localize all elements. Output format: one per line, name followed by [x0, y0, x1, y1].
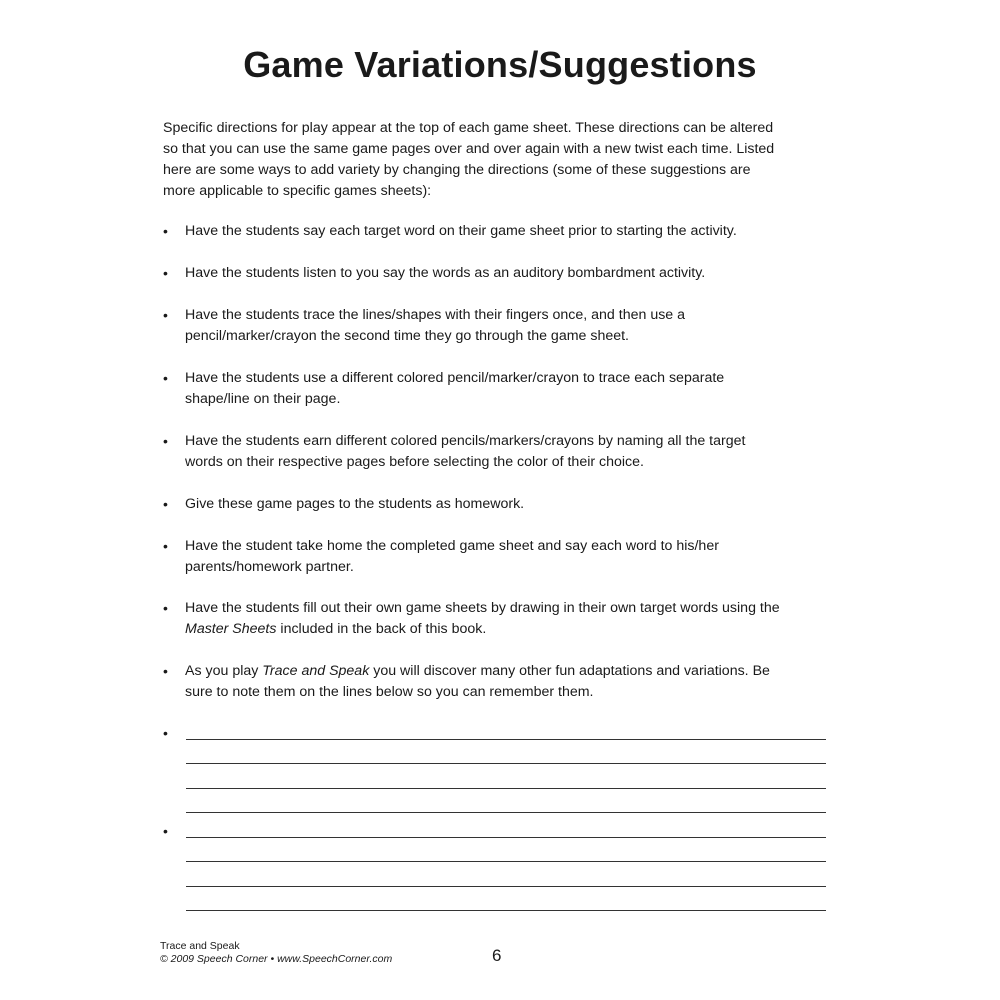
suggestion-text: Give these game pages to the students as homework.: [185, 496, 525, 512]
bullet-icon: •: [163, 433, 168, 449]
suggestion-text: Have the students earn different colored pencils/markers/crayons by naming all the target: [185, 433, 746, 449]
note-line: [186, 886, 826, 887]
intro-line: more applicable to specific games sheets):: [163, 183, 432, 199]
intro-line: Specific directions for play appear at the top of each game sheet. These directions can be altered: [163, 120, 774, 136]
note-line: [186, 788, 826, 789]
bullet-icon: •: [163, 307, 168, 323]
suggestion-text: parents/homework partner.: [185, 559, 354, 575]
bullet-icon: •: [163, 663, 168, 679]
note-line: [186, 837, 826, 838]
note-line: [186, 763, 826, 764]
bullet-icon: •: [163, 538, 168, 554]
suggestion-text: Have the students trace the lines/shapes with their fingers once, and then use a: [185, 307, 686, 323]
page-number: 6: [492, 946, 502, 965]
intro-line: so that you can use the same game pages over and over again with a new twist each time. Listed: [163, 141, 775, 157]
suggestion-text: sure to note them on the lines below so you can remember them.: [185, 684, 594, 700]
bullet-icon: •: [163, 496, 168, 512]
note-line: [186, 812, 826, 813]
note-line: [186, 910, 826, 911]
suggestion-text: Have the students use a different colored pencil/marker/crayon to trace each separate: [185, 370, 725, 386]
copyright-notice: © 2009 Speech Corner • www.SpeechCorner.com: [160, 953, 393, 965]
suggestion-text: Have the students fill out their own game sheets by drawing in their own target words using the: [185, 600, 780, 616]
suggestion-text: words on their respective pages before selecting the color of their choice.: [185, 454, 644, 470]
bullet-icon: •: [163, 725, 168, 741]
suggestion-text: Have the student take home the completed game sheet and say each word to his/her: [185, 538, 719, 554]
bullet-icon: •: [163, 223, 168, 239]
suggestion-text: Have the students listen to you say the words as an auditory bombardment activity.: [185, 265, 706, 281]
bullet-icon: •: [163, 823, 168, 839]
book-title: Trace and Speak: [160, 940, 240, 952]
note-line: [186, 861, 826, 862]
suggestion-text: Master Sheets included in the back of this book.: [185, 621, 487, 637]
suggestion-text: As you play Trace and Speak you will discover many other fun adaptations and variations. Be: [185, 663, 770, 679]
page-footer: [160, 940, 392, 966]
bullet-icon: •: [163, 265, 168, 281]
suggestion-text: shape/line on their page.: [185, 391, 341, 407]
intro-line: here are some ways to add variety by changing the directions (some of these suggestions are: [163, 162, 751, 178]
suggestion-text: pencil/marker/crayon the second time they go through the game sheet.: [185, 328, 630, 344]
suggestion-text: Have the students say each target word on their game sheet prior to starting the activity.: [185, 223, 737, 239]
note-line: [186, 739, 826, 740]
game-name: Trace and Speak: [262, 663, 370, 679]
bullet-icon: •: [163, 600, 168, 616]
book-section-name: Master Sheets: [185, 621, 277, 637]
intro-paragraph: [163, 118, 833, 202]
page-title: Game Variations/Suggestions: [243, 44, 757, 85]
bullet-icon: •: [163, 370, 168, 386]
